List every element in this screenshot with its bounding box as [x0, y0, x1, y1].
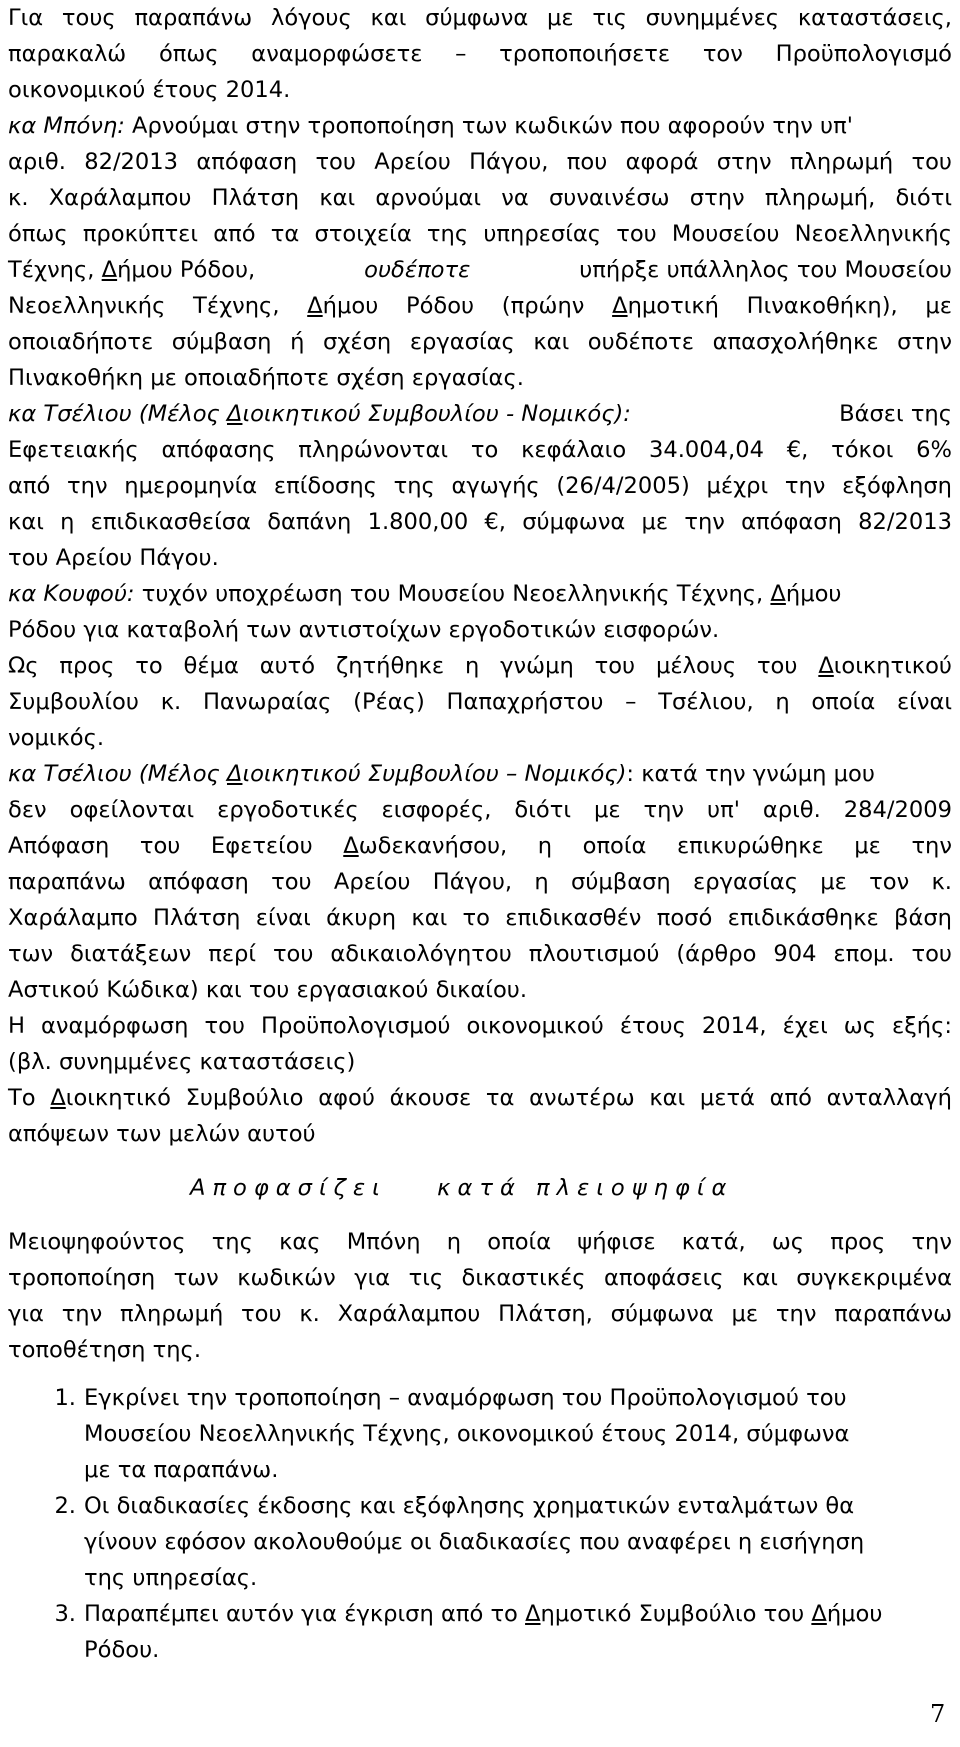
list-item-line: γίνουν εφόσον ακολουθούμε οι διαδικασίες που αναφέρει η εισήγηση: [84, 1529, 865, 1555]
text-line: Μειοψηφούντος της κας Μπόνη η οποία ψήφισε κατά, ως προς την: [8, 1229, 952, 1255]
list-item-line: Ρόδου.: [84, 1637, 160, 1663]
text-line: αριθ. 82/2013 απόφαση του Αρείου Πάγου, που αφορά στην πληρωμή του: [8, 149, 952, 175]
text-line: [8, 396, 952, 432]
list-item-line: Εγκρίνει την τροποποίηση – αναμόρφωση του Προϋπολογισμού του: [84, 1385, 847, 1411]
text-line: Απόφαση του Εφετείου Δωδεκανήσου, η οποία επικυρώθηκε με την: [8, 833, 952, 859]
emphasis-text: ουδέποτε: [364, 257, 471, 283]
text-span: Βάσει της: [839, 401, 952, 427]
list-item-line: της υπηρεσίας.: [84, 1565, 258, 1591]
text-line: από την ημερομηνία επίδοσης της αγωγής (26/4/2005) μέχρι την εξόφληση: [8, 473, 952, 499]
text-line: για την πληρωμή του κ. Χαράλαμπου Πλάτση, σύμφωνα με την παραπάνω: [8, 1301, 952, 1327]
text-span: Τέχνης, Δήμου Ρόδου,: [8, 257, 256, 283]
text-line: (βλ. συνημμένες καταστάσεις): [8, 1049, 356, 1075]
list-item-line: με τα παραπάνω.: [84, 1457, 279, 1483]
text-line: Εφετειακής απόφασης πληρώνονται το κεφάλαιο 34.004,04 €, τόκοι 6%: [8, 437, 952, 463]
text-span: τυχόν υποχρέωση του Μουσείου Νεοελληνικής Τέχνης, Δήμου: [134, 581, 842, 607]
text-line: [8, 108, 952, 144]
list-item-line: Παραπέμπει αυτόν για έγκριση από το Δημοτικό Συμβούλιο του Δήμου: [84, 1601, 883, 1627]
text-line: Ρόδου για καταβολή των αντιστοίχων εργοδοτικών εισφορών.: [8, 617, 720, 643]
text-line: τοποθέτηση της.: [8, 1337, 201, 1363]
list-number: 2.: [54, 1493, 76, 1519]
text-line: παραπάνω απόφαση του Αρείου Πάγου, η σύμβαση εργασίας με τον κ.: [8, 869, 952, 895]
list-item-line: Μουσείου Νεοελληνικής Τέχνης, οικονομικού έτους 2014, σύμφωνα: [84, 1421, 850, 1447]
text-line: νομικός.: [8, 725, 105, 751]
text-line: Για τους παραπάνω λόγους και σύμφωνα με τις συνημμένες καταστάσεις,: [8, 5, 952, 31]
text-line: οποιαδήποτε σύμβαση ή σχέση εργασίας και ουδέποτε απασχολήθηκε στην: [8, 329, 952, 355]
text-line: Συμβουλίου κ. Πανωραίας (Ρέας) Παπαχρήστου – Τσέλιου, η οποία είναι: [8, 689, 952, 715]
list-number: 1.: [54, 1385, 76, 1411]
text-line: Το Διοικητικό Συμβούλιο αφού άκουσε τα ανωτέρω και μετά από ανταλλαγή: [8, 1085, 952, 1111]
speaker-name: κα Κουφού:: [8, 581, 135, 607]
speaker-name: κα Τσέλιου (Μέλος Διοικητικού Συμβουλίου - Νομικός):: [8, 401, 631, 427]
text-line: Χαράλαμπο Πλάτση είναι άκυρη και το επιδικασθέν ποσό επιδικάσθηκε βάση: [8, 905, 952, 931]
list-number: 3.: [54, 1601, 76, 1627]
text-line: Αστικού Κώδικα) και του εργασιακού δικαίου.: [8, 977, 528, 1003]
decision-heading: [190, 1170, 733, 1206]
text-line: απόψεων των μελών αυτού: [8, 1121, 316, 1147]
text-line: του Αρείου Πάγου.: [8, 545, 219, 571]
text-line: δεν οφείλονται εργοδοτικές εισφορές, διότι με την υπ' αριθ. 284/2009: [8, 797, 952, 823]
text-line: Νεοελληνικής Τέχνης, Δήμου Ρόδου (πρώην Δημοτική Πινακοθήκη), με: [8, 293, 952, 319]
text-line: [8, 576, 952, 612]
text-line: παρακαλώ όπως αναμορφώσετε – τροποποιήσετε τον Προϋπολογισμό: [8, 41, 952, 67]
decision-word: Αποφασίζει: [190, 1175, 387, 1201]
page-number: 7: [930, 1700, 946, 1728]
text-span: υπήρξε υπάλληλος του Μουσείου: [579, 257, 952, 283]
text-line: [8, 756, 952, 792]
text-line: κ. Χαράλαμπου Πλάτση και αρνούμαι να συναινέσω στην πληρωμή, διότι: [8, 185, 952, 211]
speaker-name: κα Μπόνη:: [8, 113, 125, 139]
text-line: των διατάξεων περί του αδικαιολόγητου πλουτισμού (άρθρο 904 επομ. του: [8, 941, 952, 967]
text-line: και η επιδικασθείσα δαπάνη 1.800,00 €, σύμφωνα με την απόφαση 82/2013: [8, 509, 952, 535]
text-span: Αρνούμαι στην τροποποίηση των κωδικών που αφορούν την υπ': [124, 113, 853, 139]
decision-qualifier: κατά πλειοψηφία: [437, 1175, 734, 1201]
text-line: όπως προκύπτει από τα στοιχεία της υπηρεσίας του Μουσείου Νεοελληνικής: [8, 221, 952, 247]
text-span: : κατά την γνώμη μου: [626, 761, 875, 787]
text-line: Ως προς το θέμα αυτό ζητήθηκε η γνώμη του μέλους του Διοικητικού: [8, 653, 952, 679]
speaker-name: κα Τσέλιου (Μέλος Διοικητικού Συμβουλίου – Νομικός): [8, 761, 627, 787]
text-line: τροποποίηση των κωδικών για τις δικαστικές αποφάσεις και συγκεκριμένα: [8, 1265, 952, 1291]
text-line: Πινακοθήκη με οποιαδήποτε σχέση εργασίας.: [8, 365, 524, 391]
text-line: οικονομικού έτους 2014.: [8, 77, 291, 103]
text-line: [8, 252, 952, 288]
list-item-line: Οι διαδικασίες έκδοσης και εξόφλησης χρηματικών ενταλμάτων θα: [84, 1493, 855, 1519]
text-line: Η αναμόρφωση του Προϋπολογισμού οικονομικού έτους 2014, έχει ως εξής:: [8, 1013, 952, 1039]
